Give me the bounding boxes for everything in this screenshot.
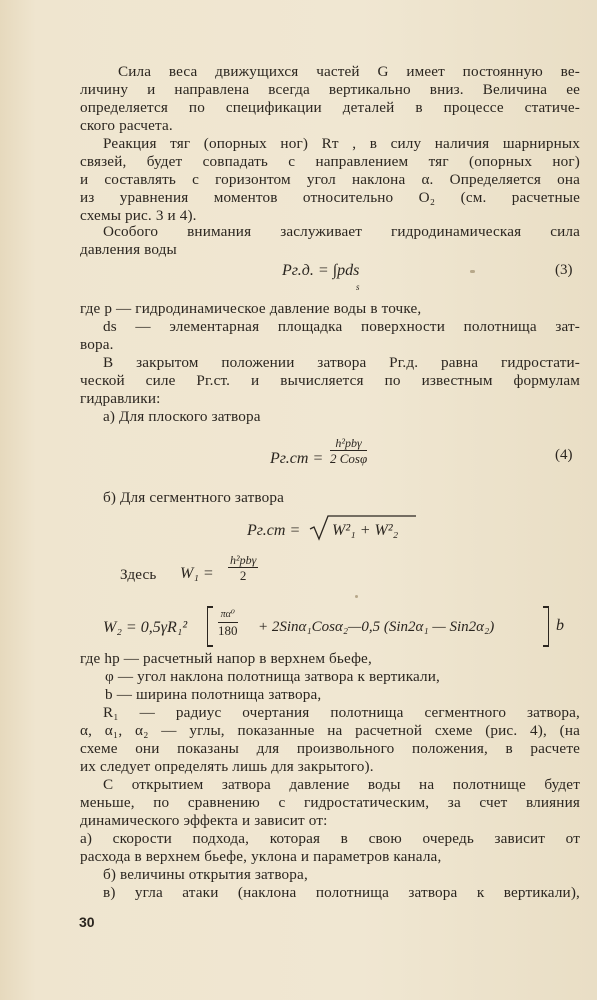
formula-7-fraction [218, 608, 238, 639]
text-line: и составлять с горизонтом угол наклона α. Определяется она [80, 171, 580, 188]
text-line: определяется по спецификации деталей в процессе статиче- [80, 99, 580, 116]
integral-limit: s [356, 282, 360, 292]
text-line: Сила веса движущихся частей G имеет постоянную ве- [118, 63, 580, 80]
text-line: в) угла атаки (наклона полотнища затвора к вертикали), [103, 884, 580, 901]
formula-4-fraction [330, 436, 367, 467]
text-line: ds — элементарная площадка поверхности полотнища зат- [103, 318, 580, 335]
formula-5-radicand: W²₁ + W²₂ [332, 522, 399, 539]
text-line: Особого внимания заслуживает гидродинамическая сила [103, 223, 580, 240]
text-line: схеме они показаны для произвольного положения, в расчете [80, 740, 580, 757]
text-line: а) скорости подхода, которая в свою очередь зависит от [80, 830, 580, 847]
text-line: С открытием затвора давление воды на полотнище будет [103, 776, 580, 793]
text-line: схемы рис. 3 и 4). [80, 207, 197, 224]
equation-number: (3) [555, 262, 573, 278]
text-line: вора. [80, 336, 114, 353]
text-line: α, α₁, α₂ — углы, показанные на расчетной схеме (рис. 4), (на [80, 722, 580, 739]
formula-7-body: + 2Sinα₁Cosα₂—0,5 (Sin2α₁ — Sin2α₂) [258, 619, 495, 635]
text-line: ского расчета. [80, 117, 173, 134]
text-line: φ — угол наклона полотнища затвора к вертикали, [105, 668, 440, 685]
text-line: б) величины открытия затвора, [103, 866, 308, 883]
formula-7-left: W₂ = 0,5γR₁² [103, 619, 188, 636]
bracket-corner [207, 606, 213, 608]
text-line: давления воды [80, 241, 177, 258]
paper-spot [355, 595, 358, 598]
text-line: Здесь [120, 566, 157, 583]
text-line: гидравлики: [80, 390, 161, 407]
fraction-denominator: 180 [218, 623, 238, 638]
text-line: меньше, по сравнению с гидростатическим, за счет влияния [80, 794, 580, 811]
text-line: связей, будет совпадать с направлением тяг (опорных ног) [80, 153, 580, 170]
text-line: их следует определять лишь для закрытого). [80, 758, 374, 775]
text-line: В закрытом положении затвора Pг.д. равна гидростати- [103, 354, 580, 371]
text-line: ческой силе Pг.ст. и вычисляется по известным формулам [80, 372, 580, 389]
bracket-corner [207, 645, 213, 647]
formula-4-left: Pг.ст = [270, 450, 324, 467]
fraction-numerator: πα⁰ [218, 608, 238, 623]
text-line: а) Для плоского затвора [103, 408, 261, 425]
bracket-corner [543, 645, 549, 647]
fraction-denominator: 2 Cosφ [330, 451, 368, 466]
equation-number: (4) [555, 447, 573, 463]
text-line: динамического эффекта и зависит от: [80, 812, 328, 829]
text-line: где p — гидродинамическое давление воды в точке, [80, 300, 422, 317]
text-line: R₁ — радиус очертания полотнища сегментного затвора, [103, 704, 580, 721]
formula-3: Pг.д. = ∫pds [282, 262, 360, 279]
fraction-numerator: h²рbγ [330, 436, 367, 451]
text-line: Реакция тяг (опорных ног) Rт , в силу наличия шарнирных [103, 135, 580, 152]
formula-5-left: Pг.ст = [247, 522, 301, 539]
text-line: из уравнения моментов относительно O₂ (см. расчетные [80, 189, 580, 206]
text-line: где hр — расчетный напор в верхнем бьефе, [80, 650, 372, 667]
text-line: b — ширина полотнища затвора, [105, 686, 322, 703]
text-line: расхода в верхнем бьефе, уклона и параметров канала, [80, 848, 442, 865]
page-number: 30 [79, 914, 95, 930]
formula-6-fraction [228, 553, 258, 584]
paper-spot [470, 270, 475, 273]
text-line: личину и направлена всегда вертикально вниз. Величина ее [80, 81, 580, 98]
fraction-numerator: h²рbγ [230, 553, 257, 567]
formula-6-left: W₁ = [180, 565, 214, 582]
text-line: б) Для сегментного затвора [103, 489, 284, 506]
fraction-denominator: 2 [239, 568, 247, 583]
formula-7-suffix: b [556, 617, 564, 634]
bracket-corner [543, 606, 549, 608]
